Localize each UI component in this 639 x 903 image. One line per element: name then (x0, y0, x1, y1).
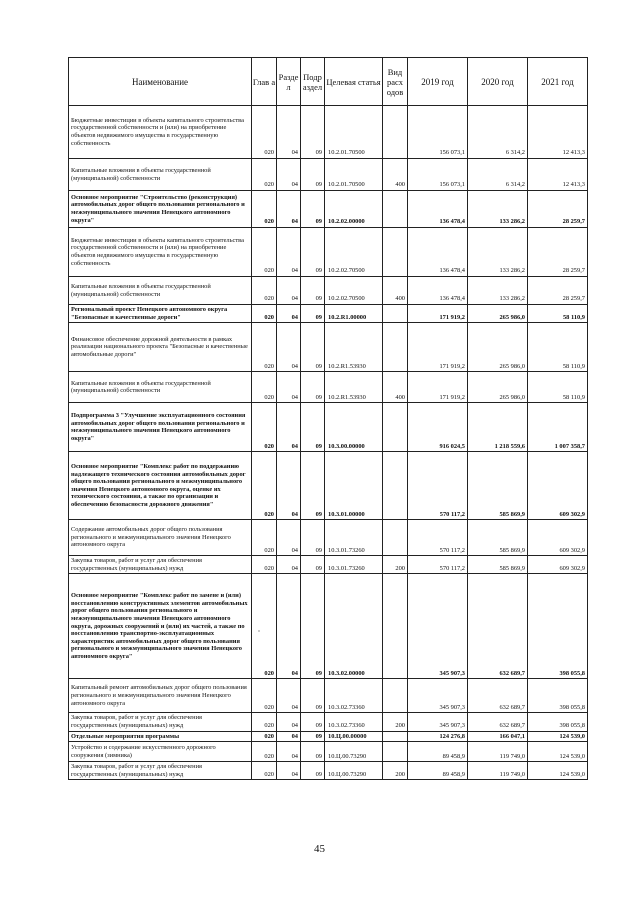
row-article: 10.3.01.73260 (325, 556, 383, 574)
row-2019: 570 117,2 (408, 556, 468, 574)
row-subsection: 09 (301, 713, 325, 731)
row-expense-type (383, 191, 408, 228)
table-row (69, 403, 588, 452)
row-2020: 632 689,7 (468, 574, 528, 679)
row-2020: 119 749,0 (468, 742, 528, 762)
row-section: 04 (277, 403, 301, 452)
row-2021: 124 539,0 (528, 762, 588, 780)
row-2020: 265 986,0 (468, 305, 528, 323)
row-2021: 28 259,7 (528, 228, 588, 277)
row-2019: 345 907,3 (408, 679, 468, 713)
row-subsection: 09 (301, 323, 325, 372)
row-2020: 585 869,9 (468, 452, 528, 520)
row-expense-type (383, 731, 408, 742)
row-2020: 632 689,7 (468, 679, 528, 713)
row-subsection: 09 (301, 520, 325, 556)
row-2019: 570 117,2 (408, 520, 468, 556)
row-chapter: 020 (252, 323, 277, 372)
row-2020: 133 286,2 (468, 228, 528, 277)
row-2021: 28 259,7 (528, 277, 588, 305)
row-chapter: 020 (252, 191, 277, 228)
row-expense-type (383, 520, 408, 556)
table-row (69, 191, 588, 228)
header-2020: 2020 год (468, 58, 528, 106)
row-section: 04 (277, 731, 301, 742)
row-2020: 6 314,2 (468, 106, 528, 159)
row-section: 04 (277, 713, 301, 731)
row-chapter: 020 (252, 106, 277, 159)
row-name: Отдельные мероприятия программы (69, 731, 252, 742)
row-expense-type (383, 403, 408, 452)
row-expense-type (383, 323, 408, 372)
row-subsection: 09 (301, 106, 325, 159)
row-2021: 398 055,8 (528, 574, 588, 679)
header-chapter: Глав а (252, 58, 277, 106)
row-name: Финансовое обеспечение дорожной деятельности в рамках реализации национального проекта "Безопасные и качественные автомобильные дороги" (69, 323, 252, 372)
row-name: Закупка товаров, работ и услуг для обеспечения государственных (муниципальных) нужд (69, 713, 252, 731)
row-name: Капитальные вложения в объекты государственной (муниципальной) собственности (69, 277, 252, 305)
row-2019: 136 478,4 (408, 228, 468, 277)
row-2021: 58 110,9 (528, 323, 588, 372)
row-2020: 585 869,9 (468, 556, 528, 574)
row-expense-type: 200 (383, 762, 408, 780)
row-article: 10.2.R1.00000 (325, 305, 383, 323)
row-2019: 570 117,2 (408, 452, 468, 520)
row-subsection: 09 (301, 277, 325, 305)
table-row (69, 305, 588, 323)
row-name: Капитальные вложения в объекты государственной (муниципальной) собственности (69, 372, 252, 403)
row-2019: 89 458,9 (408, 762, 468, 780)
row-article: 10.2.01.70500 (325, 106, 383, 159)
table-row (69, 372, 588, 403)
row-section: 04 (277, 520, 301, 556)
row-2020: 585 869,9 (468, 520, 528, 556)
row-subsection: 09 (301, 403, 325, 452)
header-2021: 2021 год (528, 58, 588, 106)
row-2021: 12 413,3 (528, 159, 588, 191)
row-article: 10.2.R1.53930 (325, 372, 383, 403)
row-section: 04 (277, 556, 301, 574)
row-section: 04 (277, 452, 301, 520)
header-subsection: Подр аздел (301, 58, 325, 106)
row-2021: 28 259,7 (528, 191, 588, 228)
table-row (69, 228, 588, 277)
row-expense-type: 400 (383, 277, 408, 305)
row-2021: 609 302,9 (528, 452, 588, 520)
row-2019: 171 919,2 (408, 372, 468, 403)
table-body (69, 106, 588, 780)
row-article: 10.3.02.00000 (325, 574, 383, 679)
row-2021: 12 413,3 (528, 106, 588, 159)
row-section: 04 (277, 106, 301, 159)
header-name: Наименование (69, 58, 252, 106)
row-chapter: 020 (252, 159, 277, 191)
scan-speck (258, 630, 260, 632)
row-chapter: 020 (252, 742, 277, 762)
row-subsection: 09 (301, 742, 325, 762)
row-name: Бюджетные инвестиции в объекты капитального строительства государственной собственности и (или) на приобретение объектов недвижимого имущества в государственную собственность (69, 106, 252, 159)
row-expense-type (383, 228, 408, 277)
page-number: 45 (314, 843, 325, 855)
row-article: 10.Ц.00.00000 (325, 731, 383, 742)
row-2019: 124 276,8 (408, 731, 468, 742)
header-section: Разде л (277, 58, 301, 106)
row-subsection: 09 (301, 574, 325, 679)
row-2020: 119 749,0 (468, 762, 528, 780)
row-expense-type (383, 305, 408, 323)
row-section: 04 (277, 372, 301, 403)
row-chapter: 020 (252, 731, 277, 742)
row-2019: 136 478,4 (408, 277, 468, 305)
row-subsection: 09 (301, 762, 325, 780)
budget-table (68, 57, 588, 780)
row-2021: 609 302,9 (528, 520, 588, 556)
row-2019: 916 024,5 (408, 403, 468, 452)
table-row (69, 574, 588, 679)
row-article: 10.2.01.70500 (325, 159, 383, 191)
row-section: 04 (277, 277, 301, 305)
row-expense-type (383, 452, 408, 520)
row-chapter: 020 (252, 452, 277, 520)
row-section: 04 (277, 742, 301, 762)
row-chapter: 020 (252, 713, 277, 731)
row-chapter: 020 (252, 403, 277, 452)
table-row (69, 742, 588, 762)
row-article: 10.2.02.70500 (325, 228, 383, 277)
row-2019: 89 458,9 (408, 742, 468, 762)
row-name: Закупка товаров, работ и услуг для обеспечения государственных (муниципальных) нужд (69, 556, 252, 574)
row-2021: 58 110,9 (528, 372, 588, 403)
row-name: Основное мероприятие "Комплекс работ по замене и (или) восстановлению конструктивных элементов автомобильных дорог общего пользования регионального и межмуниципального значения Ненецкого автономного округа, дорожных сооружений и (или) их частей, а также по восстановлению транспортно-эксплуатационных характеристик автомобильных дорог общего пользования регионального и межмуниципального значения Ненецкого автономного округа" (69, 574, 252, 679)
row-name: Основное мероприятие "Строительство (реконструкция) автомобильных дорог общего пользования регионального и межмуниципального значения Ненецкого автономного округа" (69, 191, 252, 228)
row-2020: 632 689,7 (468, 713, 528, 731)
row-2019: 156 073,1 (408, 159, 468, 191)
row-article: 10.3.02.73360 (325, 713, 383, 731)
row-expense-type: 400 (383, 372, 408, 403)
row-name: Содержание автомобильных дорог общего пользования регионального и межмуниципального значения Ненецкого автономного округа (69, 520, 252, 556)
row-section: 04 (277, 159, 301, 191)
row-chapter: 020 (252, 277, 277, 305)
row-2020: 133 286,2 (468, 277, 528, 305)
row-subsection: 09 (301, 731, 325, 742)
row-chapter: 020 (252, 372, 277, 403)
row-subsection: 09 (301, 159, 325, 191)
table-row (69, 556, 588, 574)
row-name: Основное мероприятие "Комплекс работ по поддержанию надлежащего технического состояния автомобильных дорог общего пользования регионального и межмуниципального значения Ненецкого автономного округа, оценке их технического состояния, а также по организации и обеспечению безопасности дорожного движения" (69, 452, 252, 520)
row-name: Бюджетные инвестиции в объекты капитального строительства государственной собственности и (или) на приобретение объектов недвижимого имущества в государственную собственность (69, 228, 252, 277)
table-row (69, 159, 588, 191)
row-expense-type (383, 742, 408, 762)
header-expense-type: Вид расх одов (383, 58, 408, 106)
row-section: 04 (277, 574, 301, 679)
row-expense-type: 200 (383, 556, 408, 574)
row-subsection: 09 (301, 452, 325, 520)
row-2020: 265 986,0 (468, 372, 528, 403)
row-chapter: 020 (252, 305, 277, 323)
row-chapter: 020 (252, 762, 277, 780)
row-2020: 6 314,2 (468, 159, 528, 191)
row-article: 10.3.01.00000 (325, 452, 383, 520)
row-article: 10.3.02.73360 (325, 679, 383, 713)
row-section: 04 (277, 679, 301, 713)
row-subsection: 09 (301, 679, 325, 713)
row-expense-type: 400 (383, 159, 408, 191)
row-section: 04 (277, 191, 301, 228)
row-article: 10.2.R1.53930 (325, 323, 383, 372)
row-2021: 1 007 358,7 (528, 403, 588, 452)
row-section: 04 (277, 762, 301, 780)
row-2019: 345 907,3 (408, 574, 468, 679)
row-subsection: 09 (301, 228, 325, 277)
row-article: 10.2.02.00000 (325, 191, 383, 228)
row-section: 04 (277, 305, 301, 323)
row-article: 10.2.02.70500 (325, 277, 383, 305)
row-expense-type (383, 106, 408, 159)
header-article: Целевая статья (325, 58, 383, 106)
row-2021: 58 110,9 (528, 305, 588, 323)
table-row (69, 323, 588, 372)
row-expense-type (383, 679, 408, 713)
row-expense-type (383, 574, 408, 679)
row-article: 10.Ц.00.73290 (325, 762, 383, 780)
row-chapter: 020 (252, 228, 277, 277)
row-chapter: 020 (252, 520, 277, 556)
row-2021: 398 055,8 (528, 713, 588, 731)
row-name: Капитальные вложения в объекты государственной (муниципальной) собственности (69, 159, 252, 191)
row-chapter: 020 (252, 574, 277, 679)
row-2021: 124 539,0 (528, 742, 588, 762)
row-2019: 345 907,3 (408, 713, 468, 731)
row-section: 04 (277, 323, 301, 372)
row-2020: 166 047,1 (468, 731, 528, 742)
row-name: Подпрограмма 3 "Улучшение эксплуатационного состояния автомобильных дорог общего пользования регионального и межмуниципального значения Ненецкого автономного округа" (69, 403, 252, 452)
row-chapter: 020 (252, 556, 277, 574)
row-section: 04 (277, 228, 301, 277)
row-2019: 136 478,4 (408, 191, 468, 228)
row-2019: 171 919,2 (408, 305, 468, 323)
row-2021: 124 539,0 (528, 731, 588, 742)
row-2020: 265 986,0 (468, 323, 528, 372)
row-subsection: 09 (301, 191, 325, 228)
table-row (69, 679, 588, 713)
row-2020: 133 286,2 (468, 191, 528, 228)
header-2019: 2019 год (408, 58, 468, 106)
table-row (69, 762, 588, 780)
row-2020: 1 218 559,6 (468, 403, 528, 452)
row-expense-type: 200 (383, 713, 408, 731)
row-subsection: 09 (301, 372, 325, 403)
row-subsection: 09 (301, 305, 325, 323)
row-name: Капитальный ремонт автомобильных дорог общего пользования регионального и межмуниципального значения Ненецкого автономного округа (69, 679, 252, 713)
row-name: Региональный проект Ненецкого автономного округа "Безопасные и качественные дороги" (69, 305, 252, 323)
row-2019: 171 919,2 (408, 323, 468, 372)
row-article: 10.Ц.00.73290 (325, 742, 383, 762)
row-name: Закупка товаров, работ и услуг для обеспечения государственных (муниципальных) нужд (69, 762, 252, 780)
row-article: 10.3.01.73260 (325, 520, 383, 556)
row-2021: 609 302,9 (528, 556, 588, 574)
table-row (69, 452, 588, 520)
row-article: 10.3.00.00000 (325, 403, 383, 452)
row-chapter: 020 (252, 679, 277, 713)
row-2019: 156 073,1 (408, 106, 468, 159)
row-name: Устройство и содержание искусственного дорожного сооружения (зимника) (69, 742, 252, 762)
table-row (69, 106, 588, 159)
table-header (69, 58, 588, 106)
table-row (69, 713, 588, 731)
table-row (69, 731, 588, 742)
table-row (69, 277, 588, 305)
table-row (69, 520, 588, 556)
row-2021: 398 055,8 (528, 679, 588, 713)
row-subsection: 09 (301, 556, 325, 574)
